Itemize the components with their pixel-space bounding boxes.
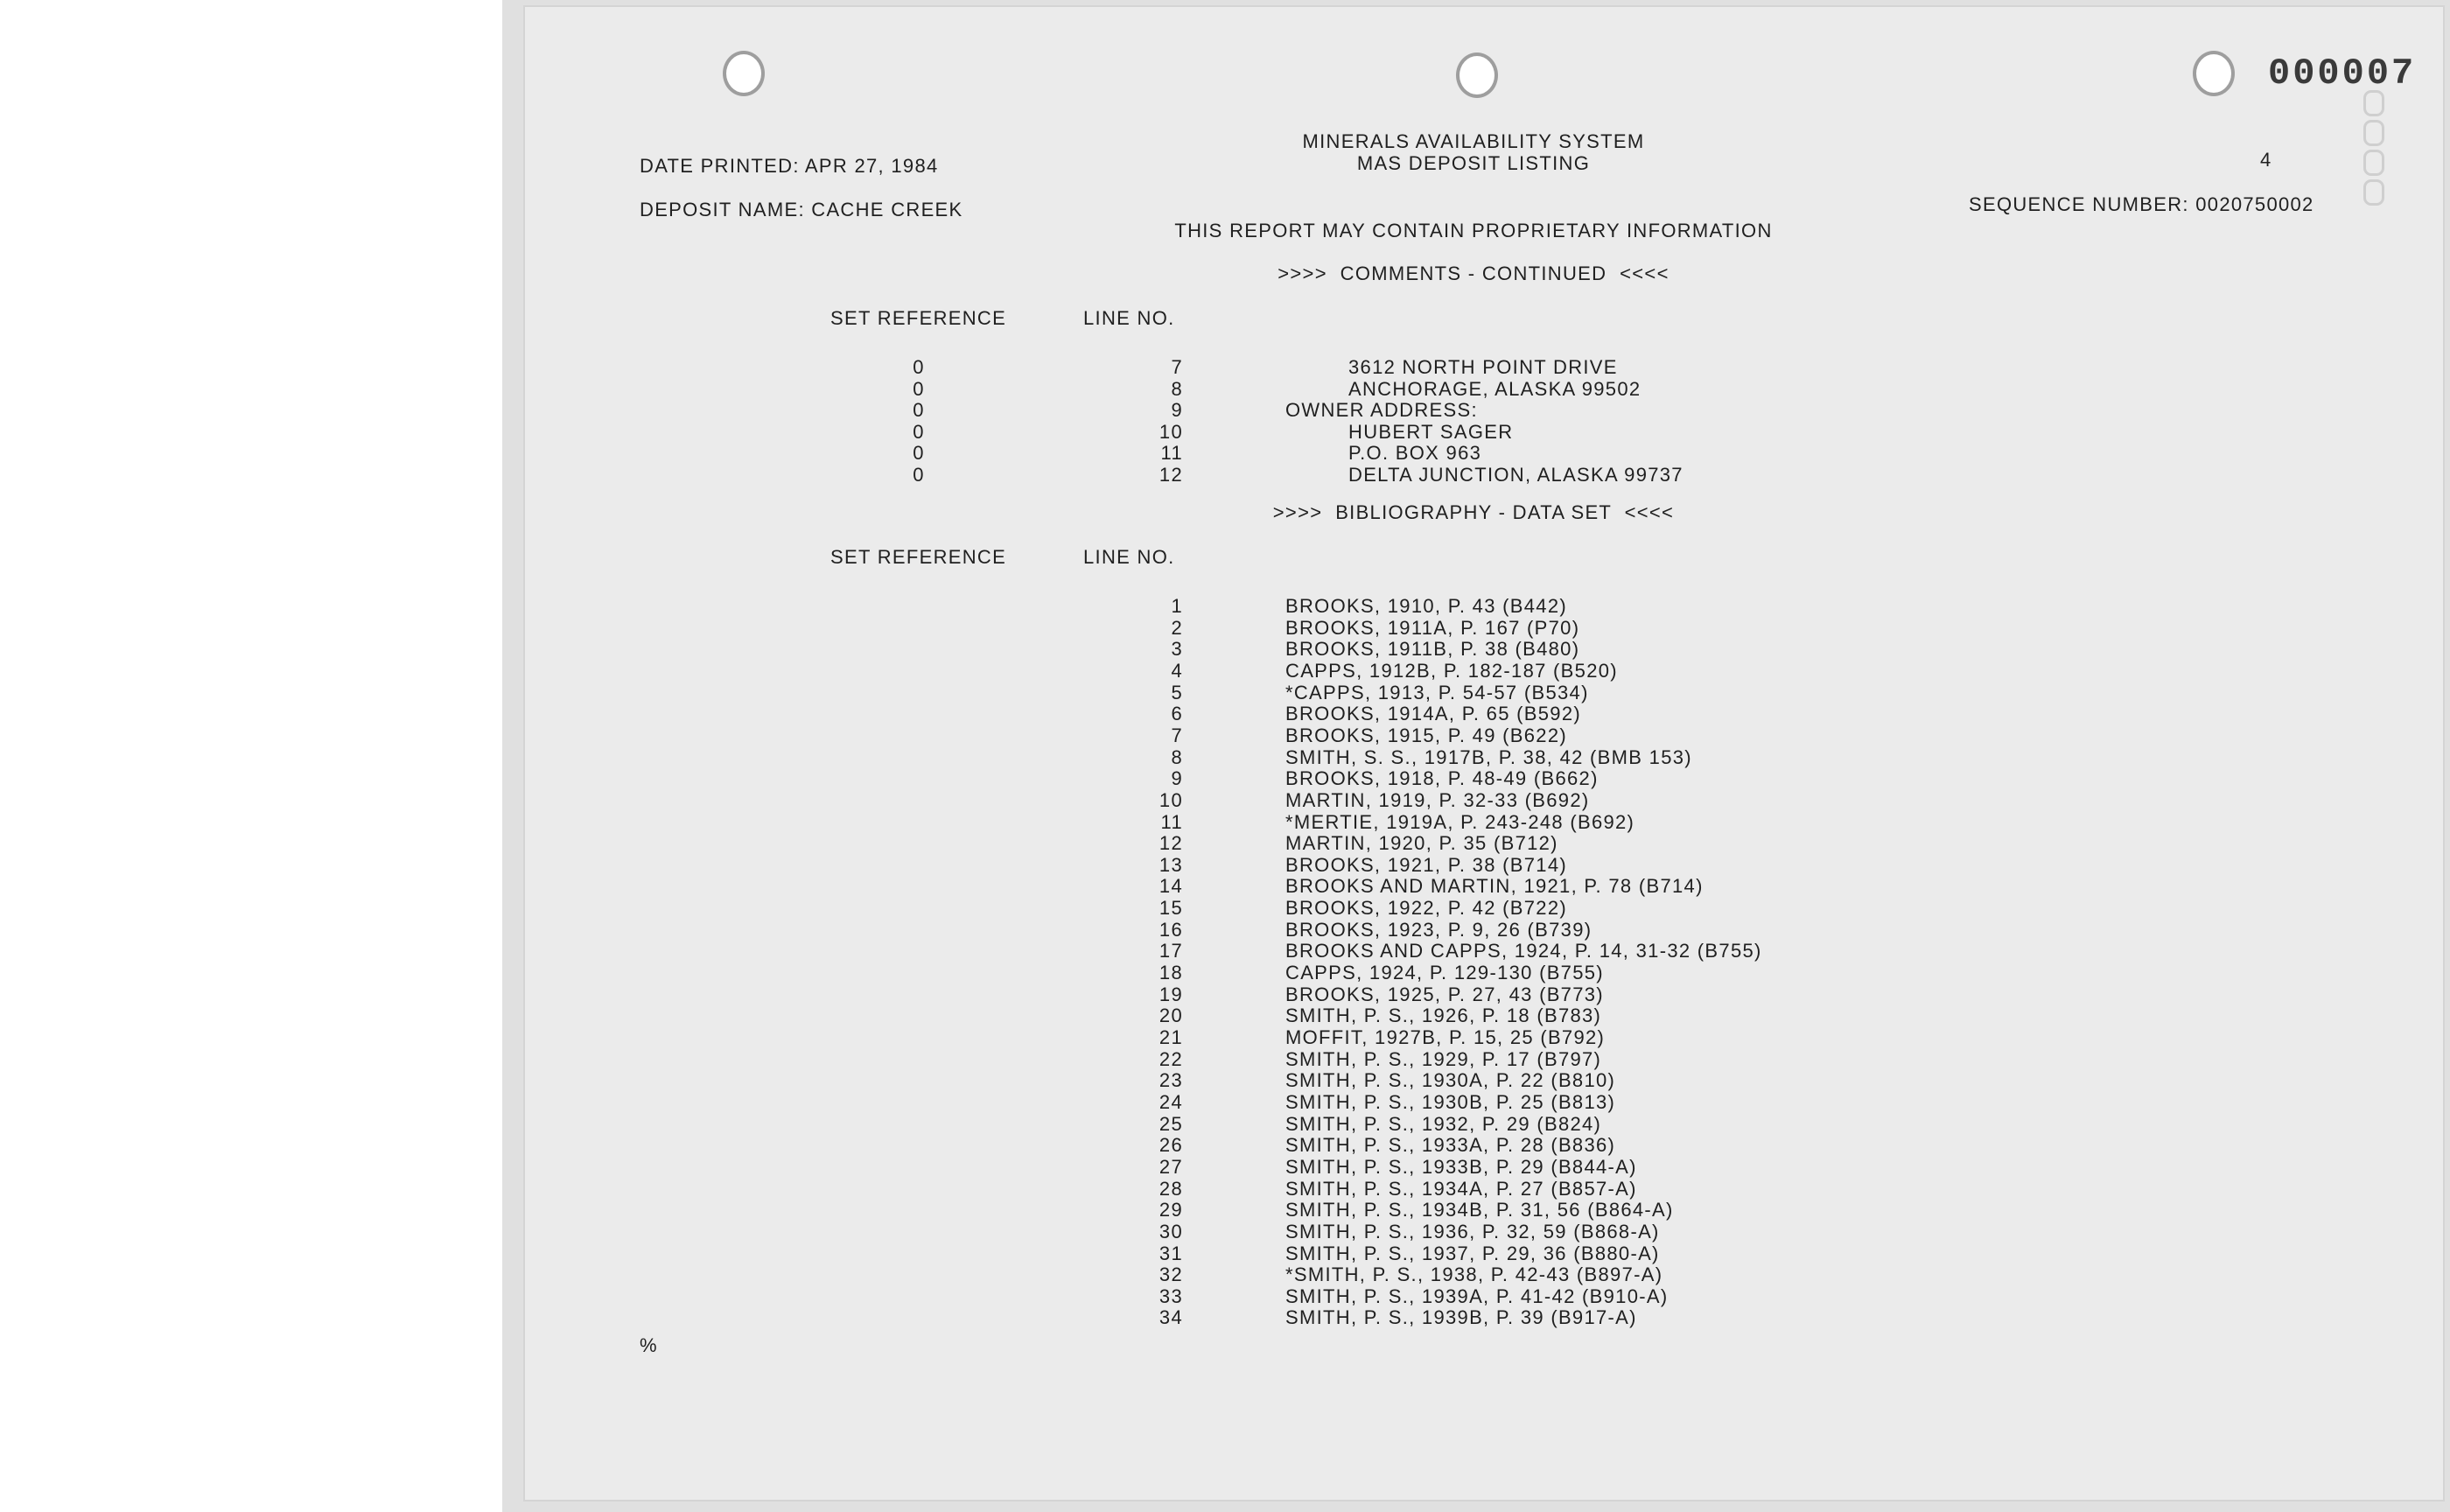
bibliography-row [525, 703, 2443, 724]
bibliography-row [525, 1004, 2443, 1026]
line-number: 12 [1158, 832, 1183, 855]
set-reference-value: 0 [913, 356, 925, 378]
line-number: 28 [1158, 1177, 1183, 1200]
comment-text: ANCHORAGE, ALASKA 99502 [1348, 377, 1642, 400]
line-number: 7 [1171, 356, 1183, 378]
line-number: 34 [1158, 1306, 1183, 1329]
bibliography-entry: BROOKS, 1911A, P. 167 (P70) [1285, 616, 1580, 639]
line-number: 31 [1158, 1242, 1183, 1264]
sequence-number: SEQUENCE NUMBER: 0020750002 [1969, 193, 2314, 215]
comments-col-line-no: LINE NO. [1083, 307, 1175, 329]
deposit-name: DEPOSIT NAME: CACHE CREEK [640, 199, 963, 220]
bibliography-row [525, 682, 2443, 704]
line-number: 16 [1158, 918, 1183, 941]
bibliography-row [525, 638, 2443, 660]
punch-hole-center [1456, 52, 1498, 98]
line-number: 27 [1158, 1155, 1183, 1178]
line-number: 1 [1171, 595, 1183, 617]
comment-row [525, 378, 2443, 400]
bibliography-row [525, 1264, 2443, 1285]
line-number: 11 [1160, 810, 1183, 833]
line-number: 9 [1171, 399, 1183, 422]
line-number: 22 [1158, 1047, 1183, 1070]
bibliography-entry: BROOKS, 1925, P. 27, 43 (B773) [1285, 983, 1604, 1005]
bibliography-entry: BROOKS, 1918, P. 48-49 (B662) [1285, 767, 1599, 790]
printout-sheet [525, 7, 2443, 1500]
punch-hole-right [2193, 51, 2235, 96]
bibliography-row [525, 1156, 2443, 1178]
bibliography-row [525, 724, 2443, 746]
bibliography-row [525, 919, 2443, 941]
bibliography-row [525, 767, 2443, 789]
line-number: 12 [1158, 464, 1183, 486]
bibliography-entry: SMITH, P. S., 1934A, P. 27 (B857-A) [1285, 1177, 1637, 1200]
bibliography-row [525, 1199, 2443, 1221]
bibliography-entry: BROOKS, 1910, P. 43 (B442) [1285, 595, 1568, 617]
bibliography-entry: SMITH, P. S., 1934B, P. 31, 56 (B864-A) [1285, 1199, 1674, 1222]
comment-text: P.O. BOX 963 [1348, 442, 1482, 465]
bibliography-entry: SMITH, P. S., 1926, P. 18 (B783) [1285, 1004, 1602, 1027]
punch-hole-left [723, 51, 765, 96]
bibliography-row [525, 1069, 2443, 1091]
bibliography-entry: *SMITH, P. S., 1938, P. 42-43 (B897-A) [1285, 1264, 1663, 1286]
page-number: 4 [2260, 149, 2272, 171]
line-number: 9 [1171, 767, 1183, 790]
set-reference-value: 0 [913, 464, 925, 486]
line-number: 13 [1158, 853, 1183, 876]
bibliography-row [525, 595, 2443, 617]
line-number: 15 [1158, 897, 1183, 920]
comments-section-title: >>>> COMMENTS - CONTINUED <<<< [1278, 262, 1670, 284]
bibliography-entry: BROOKS, 1911B, P. 38 (B480) [1285, 638, 1580, 661]
bibliography-row [525, 1048, 2443, 1070]
listing-title: MAS DEPOSIT LISTING [1356, 152, 1591, 174]
bibliography-row [525, 962, 2443, 984]
bibliography-entry: BROOKS, 1922, P. 42 (B722) [1285, 897, 1568, 920]
bibliography-row [525, 617, 2443, 639]
bibliography-row [525, 1113, 2443, 1135]
comment-row [525, 442, 2443, 464]
bibliography-entry: MARTIN, 1920, P. 35 (B712) [1285, 832, 1558, 855]
line-number: 5 [1171, 681, 1183, 704]
date-printed: DATE PRINTED: APR 27, 1984 [640, 155, 939, 177]
bibliography-entry: SMITH, P. S., 1930A, P. 22 (B810) [1285, 1069, 1616, 1092]
set-reference-value: 0 [913, 420, 925, 443]
bibliography-section-title: >>>> BIBLIOGRAPHY - DATA SET <<<< [1272, 501, 1675, 523]
bibliography-row [525, 854, 2443, 876]
bibliography-row [525, 1091, 2443, 1113]
line-number: 4 [1171, 659, 1183, 682]
bibliography-row [525, 746, 2443, 768]
bibliography-row [525, 875, 2443, 897]
comment-text: DELTA JUNCTION, ALASKA 99737 [1348, 464, 1684, 486]
comment-row [525, 464, 2443, 486]
set-reference-value: 0 [913, 399, 925, 422]
bibliography-row [525, 1285, 2443, 1307]
bibliography-row [525, 1242, 2443, 1264]
line-number: 30 [1158, 1220, 1183, 1242]
bibliography-row [525, 660, 2443, 682]
line-number: 24 [1158, 1090, 1183, 1113]
bates-stamp-number: 000007 [2268, 52, 2417, 94]
footer-mark: % [640, 1334, 658, 1356]
line-number: 19 [1158, 983, 1183, 1005]
bibliography-entry: SMITH, P. S., 1930B, P. 25 (B813) [1285, 1090, 1616, 1113]
line-number: 32 [1158, 1264, 1183, 1286]
bibliography-col-set-reference: SET REFERENCE [830, 546, 1007, 568]
bibliography-entry: SMITH, P. S., 1939B, P. 39 (B917-A) [1285, 1306, 1637, 1329]
line-number: 6 [1171, 703, 1183, 725]
bibliography-entry: BROOKS AND CAPPS, 1924, P. 14, 31-32 (B755) [1285, 940, 1762, 962]
bibliography-entry: SMITH, P. S., 1936, P. 32, 59 (B868-A) [1285, 1220, 1660, 1242]
line-number: 18 [1158, 962, 1183, 984]
line-number: 2 [1171, 616, 1183, 639]
comment-text: HUBERT SAGER [1348, 420, 1514, 443]
system-title: MINERALS AVAILABILITY SYSTEM [1302, 130, 1645, 152]
bibliography-entry: SMITH, S. S., 1917B, P. 38, 42 (BMB 153) [1285, 746, 1692, 768]
line-number: 29 [1158, 1199, 1183, 1222]
bibliography-entry: CAPPS, 1924, P. 129-130 (B755) [1285, 962, 1604, 984]
bibliography-row [525, 1221, 2443, 1242]
line-number: 23 [1158, 1069, 1183, 1092]
bibliography-entry: BROOKS AND MARTIN, 1921, P. 78 (B714) [1285, 875, 1704, 898]
line-number: 25 [1158, 1112, 1183, 1135]
line-number: 3 [1171, 638, 1183, 661]
bibliography-entry: SMITH, P. S., 1937, P. 29, 36 (B880-A) [1285, 1242, 1660, 1264]
comment-row [525, 421, 2443, 443]
bibliography-row [525, 897, 2443, 919]
bibliography-entry: BROOKS, 1914A, P. 65 (B592) [1285, 703, 1581, 725]
bibliography-entry: BROOKS, 1921, P. 38 (B714) [1285, 853, 1568, 876]
comment-row [525, 356, 2443, 378]
line-number: 8 [1171, 377, 1183, 400]
proprietary-notice: THIS REPORT MAY CONTAIN PROPRIETARY INFORMATION [1174, 220, 1773, 242]
line-number: 7 [1171, 724, 1183, 746]
line-number: 8 [1171, 746, 1183, 768]
bibliography-row [525, 1134, 2443, 1156]
comment-row [525, 399, 2443, 421]
line-number: 21 [1158, 1026, 1183, 1048]
line-number: 10 [1158, 420, 1183, 443]
line-number: 20 [1158, 1004, 1183, 1027]
bibliography-row [525, 1178, 2443, 1200]
bibliography-entry: SMITH, P. S., 1929, P. 17 (B797) [1285, 1047, 1602, 1070]
bibliography-entry: MOFFIT, 1927B, P. 15, 25 (B792) [1285, 1026, 1606, 1048]
bibliography-row [525, 940, 2443, 962]
bibliography-entry: BROOKS, 1915, P. 49 (B622) [1285, 724, 1568, 746]
set-reference-value: 0 [913, 442, 925, 465]
comment-text: OWNER ADDRESS: [1285, 399, 1478, 422]
line-number: 11 [1160, 442, 1183, 465]
set-reference-value: 0 [913, 377, 925, 400]
bibliography-entry: *MERTIE, 1919A, P. 243-248 (B692) [1285, 810, 1635, 833]
bibliography-entry: MARTIN, 1919, P. 32-33 (B692) [1285, 788, 1590, 811]
line-number: 14 [1158, 875, 1183, 898]
bibliography-row [525, 984, 2443, 1005]
line-number: 33 [1158, 1284, 1183, 1307]
bibliography-row [525, 1306, 2443, 1328]
bibliography-row [525, 811, 2443, 833]
line-number: 10 [1158, 788, 1183, 811]
bibliography-entry: CAPPS, 1912B, P. 182-187 (B520) [1285, 659, 1618, 682]
line-number: 17 [1158, 940, 1183, 962]
bibliography-entry: SMITH, P. S., 1933B, P. 29 (B844-A) [1285, 1155, 1637, 1178]
bibliography-col-line-no: LINE NO. [1083, 546, 1175, 568]
bibliography-row [525, 789, 2443, 811]
bibliography-entry: SMITH, P. S., 1939A, P. 41-42 (B910-A) [1285, 1284, 1669, 1307]
comment-text: 3612 NORTH POINT DRIVE [1348, 356, 1618, 378]
bibliography-row [525, 832, 2443, 854]
bibliography-row [525, 1026, 2443, 1048]
comments-col-set-reference: SET REFERENCE [830, 307, 1007, 329]
scanned-page [502, 0, 2450, 1512]
bibliography-entry: SMITH, P. S., 1932, P. 29 (B824) [1285, 1112, 1602, 1135]
bibliography-entry: SMITH, P. S., 1933A, P. 28 (B836) [1285, 1134, 1616, 1157]
bibliography-entry: BROOKS, 1923, P. 9, 26 (B739) [1285, 918, 1592, 941]
bibliography-entry: *CAPPS, 1913, P. 54-57 (B534) [1285, 681, 1589, 704]
line-number: 26 [1158, 1134, 1183, 1157]
